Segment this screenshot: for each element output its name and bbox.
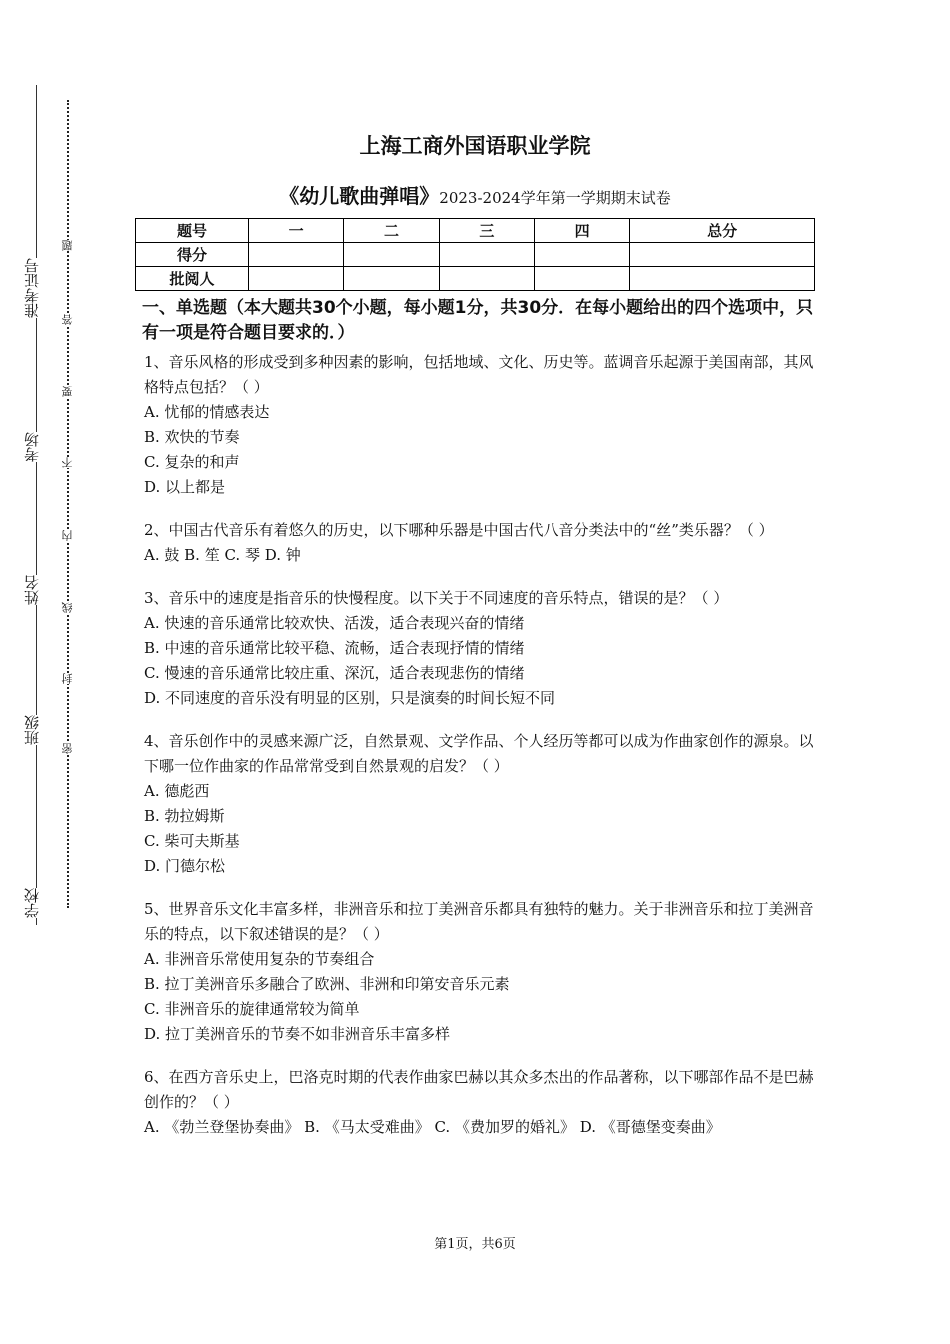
seal-char: 密 <box>58 743 78 754</box>
question-section <box>144 296 824 1140</box>
option: A. 非洲音乐常使用复杂的节奏组合 <box>144 950 375 968</box>
question <box>144 897 824 1047</box>
term-label: 2023-2024学年第一学期期末试卷 <box>439 189 671 207</box>
row-label: 批阅人 <box>136 267 249 291</box>
reviewer-cell[interactable] <box>630 267 815 291</box>
name-label: 姓名 <box>20 575 44 605</box>
column-header: 二 <box>344 219 439 243</box>
seal-char: 要 <box>58 386 78 397</box>
row-label: 得分 <box>136 243 249 267</box>
reviewer-cell[interactable] <box>534 267 629 291</box>
option: B. 拉丁美洲音乐多融合了欧洲、非洲和印第安音乐元素 <box>144 975 510 993</box>
course-name: 《幼儿歌曲弹唱》 <box>279 184 440 208</box>
score-cell[interactable] <box>249 243 344 267</box>
option: B. 中速的音乐通常比较平稳、流畅，适合表现抒情的情绪 <box>144 639 525 657</box>
option: D. 门德尔松 <box>144 857 226 875</box>
exam-subtitle <box>0 180 950 209</box>
option: C. 非洲音乐的旋律通常较为简单 <box>144 1000 360 1018</box>
reviewer-row <box>136 267 815 291</box>
school-field-label: 学校 <box>20 888 44 918</box>
question <box>144 518 824 568</box>
option: A. 鼓 B. 笙 C. 琴 D. 钟 <box>144 546 301 564</box>
question-stem: 6、在西方音乐史上，巴洛克时期的代表作曲家巴赫以其众多杰出的作品著称，以下哪部作品不是巴赫创作的？（ ） <box>144 1068 814 1111</box>
reviewer-cell[interactable] <box>439 267 534 291</box>
option: D. 拉丁美洲音乐的节奏不如非洲音乐丰富多样 <box>144 1025 451 1043</box>
score-table <box>135 218 815 291</box>
question <box>144 729 824 879</box>
page-number: 第1页，共6页 <box>434 1237 516 1252</box>
option: C. 慢速的音乐通常比较庄重、深沉，适合表现悲伤的情绪 <box>144 664 525 682</box>
seal-char: 题 <box>58 240 78 251</box>
option: A. 快速的音乐通常比较欢快、活泼，适合表现兴奋的情绪 <box>144 614 525 632</box>
reviewer-cell[interactable] <box>344 267 439 291</box>
seal-char: 不 <box>58 457 78 468</box>
score-cell[interactable] <box>630 243 815 267</box>
question-stem: 2、中国古代音乐有着悠久的历史，以下哪种乐器是中国古代八音分类法中的“丝”类乐器？（ ） <box>144 521 774 539</box>
question <box>144 586 824 711</box>
option: B. 欢快的节奏 <box>144 428 240 446</box>
question-stem: 3、音乐中的速度是指音乐的快慢程度。以下关于不同速度的音乐特点，错误的是？（ ） <box>144 589 729 607</box>
section-title: 一、单选题（本大题共30个小题，每小题1分，共30分．在每小题给出的四个选项中，只有一项是符合题目要求的．） <box>142 298 814 343</box>
seal-char: 封 <box>58 673 78 684</box>
exam-id-label: 准考证号 <box>20 258 44 318</box>
option: D. 不同速度的音乐没有明显的区别，只是演奏的时间长短不同 <box>144 689 556 707</box>
option: B. 勃拉姆斯 <box>144 807 225 825</box>
exam-room-label: 考场 <box>20 432 44 462</box>
column-header: 四 <box>534 219 629 243</box>
seal-char: 线 <box>58 602 78 613</box>
question-stem: 5、世界音乐文化丰富多样，非洲音乐和拉丁美洲音乐都具有独特的魅力。关于非洲音乐和拉丁美洲音乐的特点，以下叙述错误的是？（ ） <box>144 900 814 943</box>
question-stem: 4、音乐创作中的灵感来源广泛，自然景观、文学作品、个人经历等都可以成为作曲家创作的源泉。以下哪一位作曲家的作品常常受到自然景观的启发？（ ） <box>144 732 814 775</box>
binding-solid-line <box>36 85 39 925</box>
score-cell[interactable] <box>534 243 629 267</box>
seal-char: 答 <box>58 314 78 325</box>
seal-char: 内 <box>58 530 78 541</box>
reviewer-cell[interactable] <box>249 267 344 291</box>
option: C. 柴可夫斯基 <box>144 832 240 850</box>
score-row <box>136 243 815 267</box>
question-stem: 1、音乐风格的形成受到多种因素的影响，包括地域、文化、历史等。蓝调音乐起源于美国南部，其风格特点包括？（ ） <box>144 353 814 396</box>
option: D. 以上都是 <box>144 478 226 496</box>
question <box>144 1065 824 1140</box>
column-header: 一 <box>249 219 344 243</box>
question <box>144 350 824 500</box>
score-cell[interactable] <box>439 243 534 267</box>
option: A. 忧郁的情感表达 <box>144 403 270 421</box>
seal-dotted-line <box>67 100 69 908</box>
option: C. 复杂的和声 <box>144 453 240 471</box>
column-header: 总分 <box>630 219 815 243</box>
column-header: 题号 <box>136 219 249 243</box>
school-title: 上海工商外国语职业学院 <box>359 134 591 158</box>
option: A. 《勃兰登堡协奏曲》 B. 《马太受难曲》 C. 《费加罗的婚礼》 D. 《哥德堡变奏曲》 <box>144 1118 721 1136</box>
class-label: 班级 <box>20 715 44 745</box>
score-cell[interactable] <box>344 243 439 267</box>
score-table-header-row <box>136 219 815 243</box>
column-header: 三 <box>439 219 534 243</box>
option: A. 德彪西 <box>144 782 210 800</box>
